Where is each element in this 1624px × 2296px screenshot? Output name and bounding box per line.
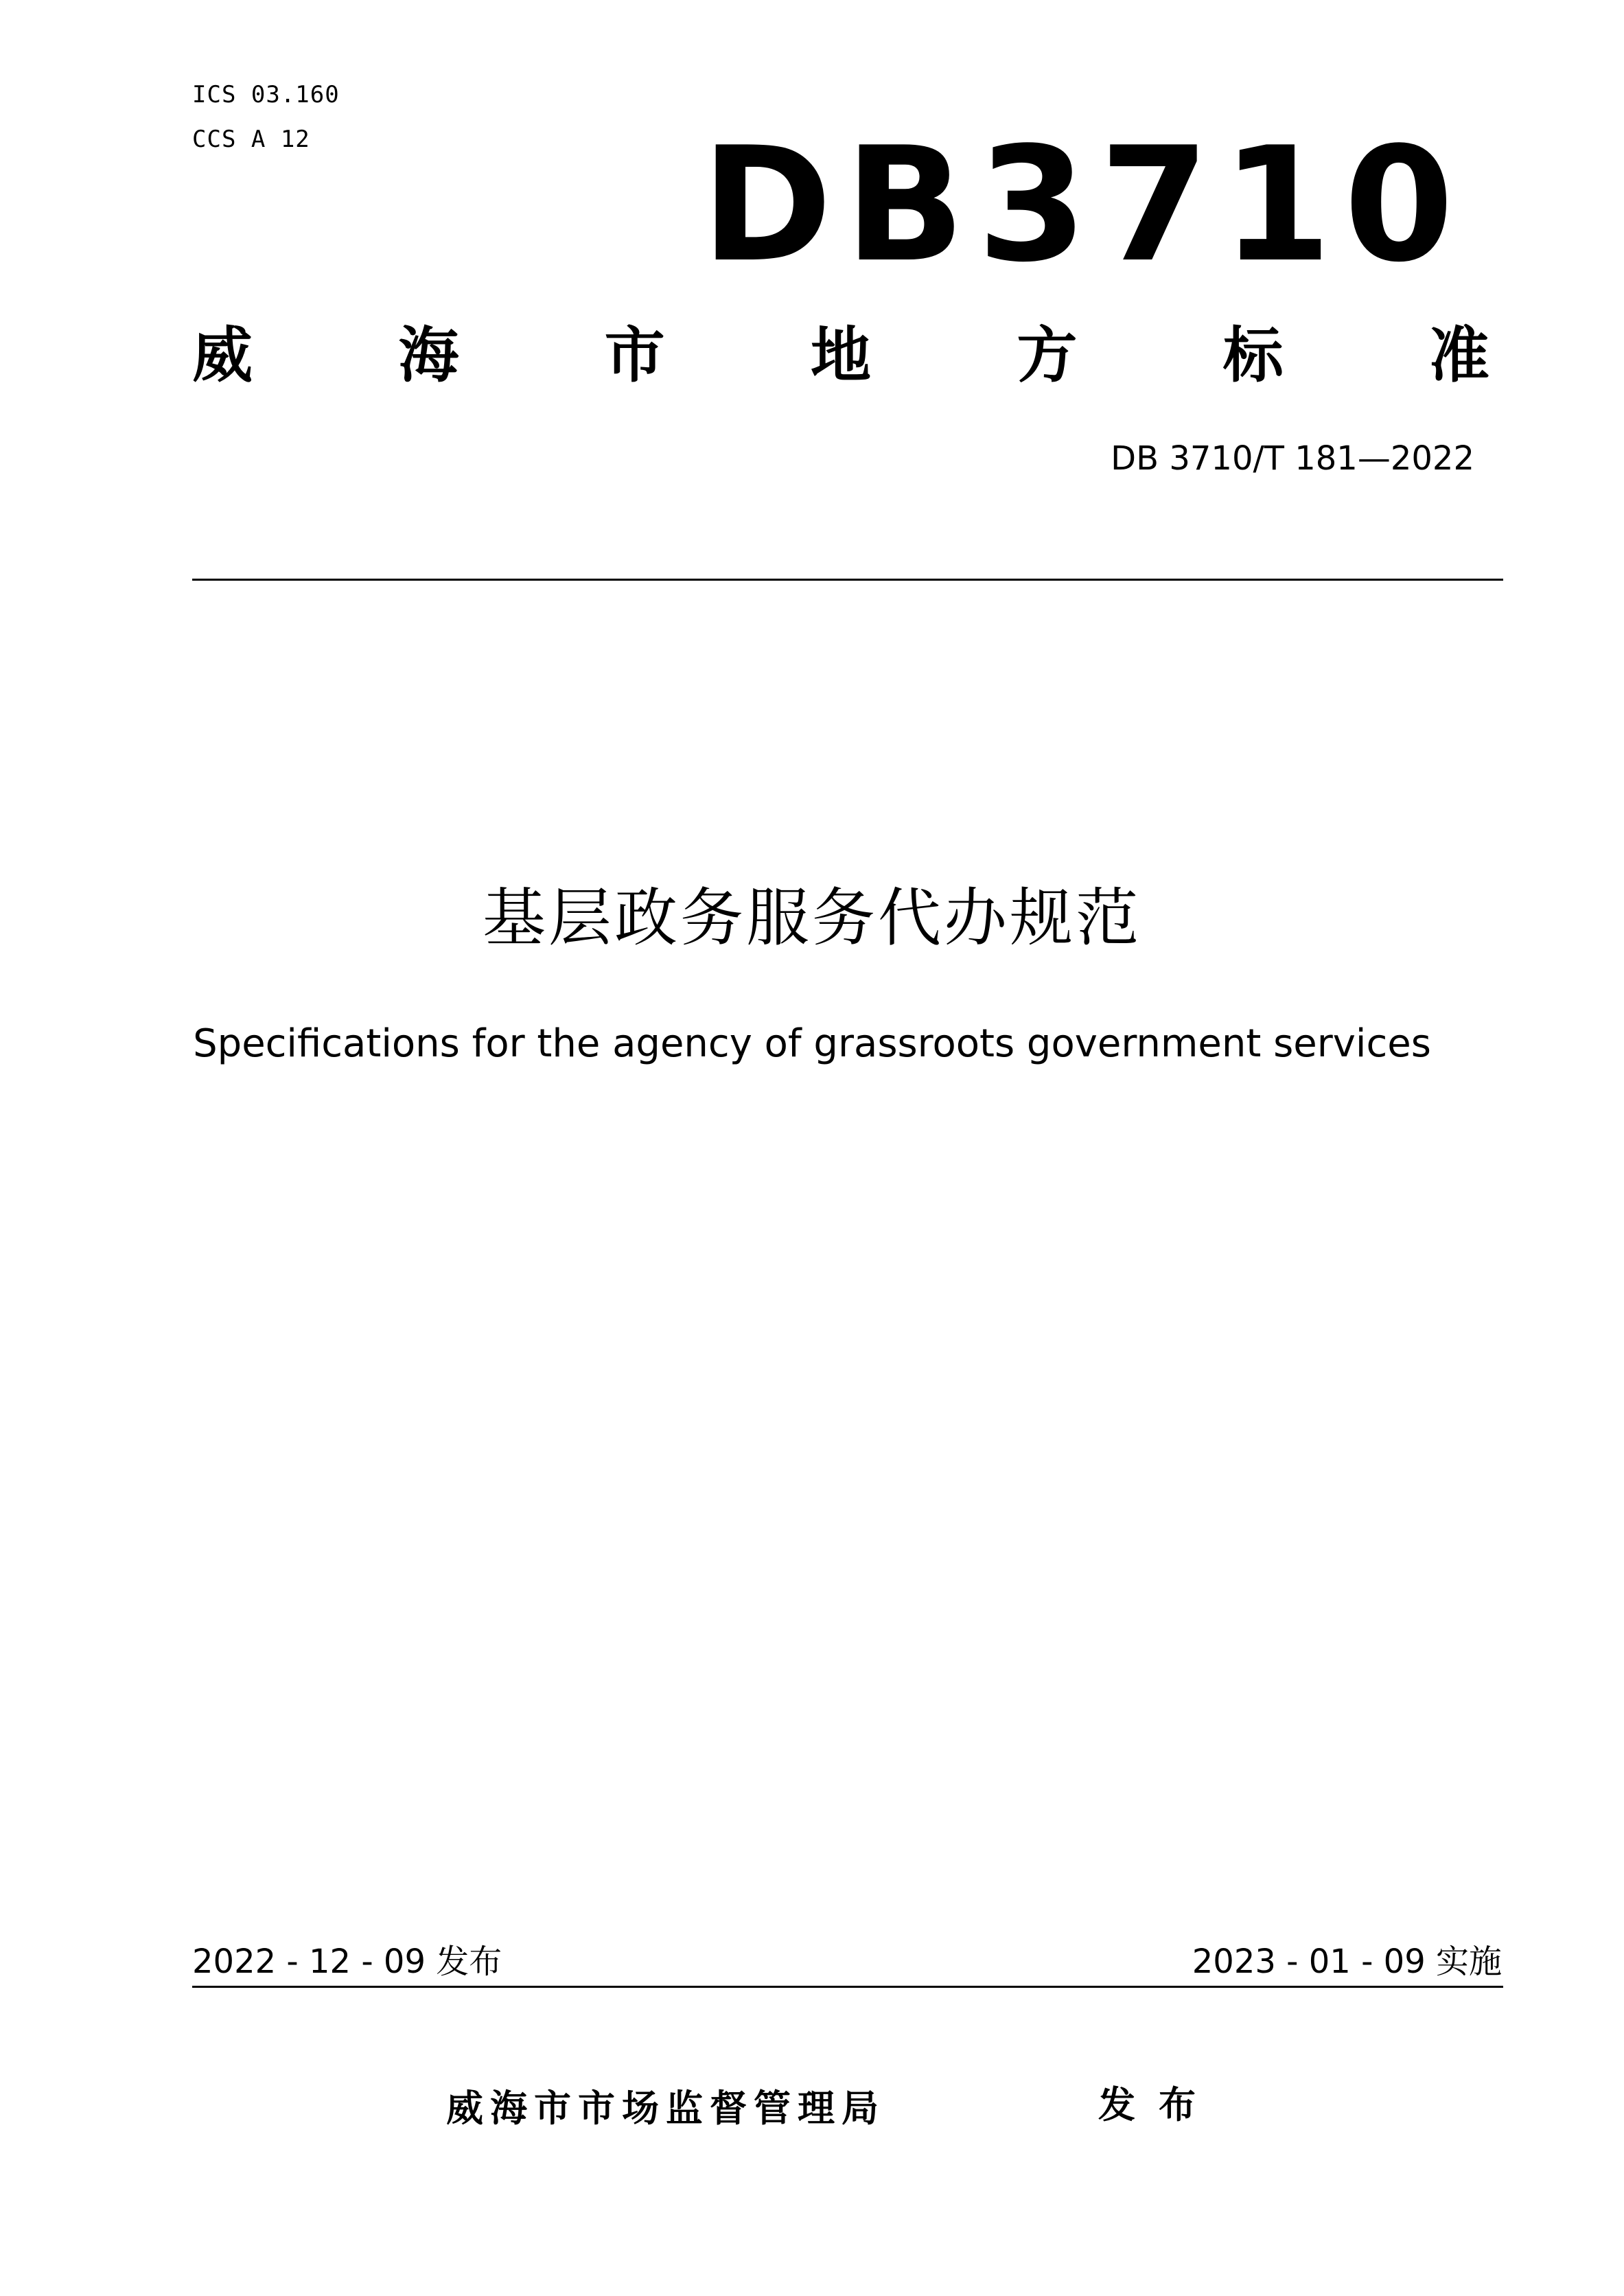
bottom-divider — [192, 1986, 1503, 1988]
issuing-authority: 威海市市场监督管理局 — [446, 2087, 885, 2130]
issue-date: 2022 - 12 - 09 发布 — [192, 1943, 502, 1981]
standard-type-char: 准 — [1428, 320, 1489, 391]
standard-type-char: 海 — [398, 320, 459, 391]
standard-type-char: 威 — [192, 320, 253, 391]
standard-code-heading: DB3710 — [701, 114, 1466, 297]
document-title-english: Specifications for the agency of grassroots government services — [193, 1021, 1431, 1066]
standard-type-char: 市 — [604, 320, 665, 391]
document-title-chinese: 基层政务服务代办规范 — [482, 881, 1141, 955]
ics-classification: ICS 03.160 — [192, 81, 340, 108]
standard-number: DB 3710/T 181—2022 — [1111, 439, 1474, 478]
standard-type-heading — [192, 321, 1489, 390]
standard-type-char: 标 — [1222, 320, 1284, 391]
ccs-classification: CCS A 12 — [192, 126, 310, 153]
standard-type-char: 方 — [1017, 320, 1078, 391]
standard-type-char: 地 — [810, 320, 871, 391]
implementation-date: 2023 - 01 - 09 实施 — [1192, 1943, 1502, 1981]
top-divider — [192, 579, 1503, 581]
issue-label: 发布 — [1098, 2083, 1219, 2126]
